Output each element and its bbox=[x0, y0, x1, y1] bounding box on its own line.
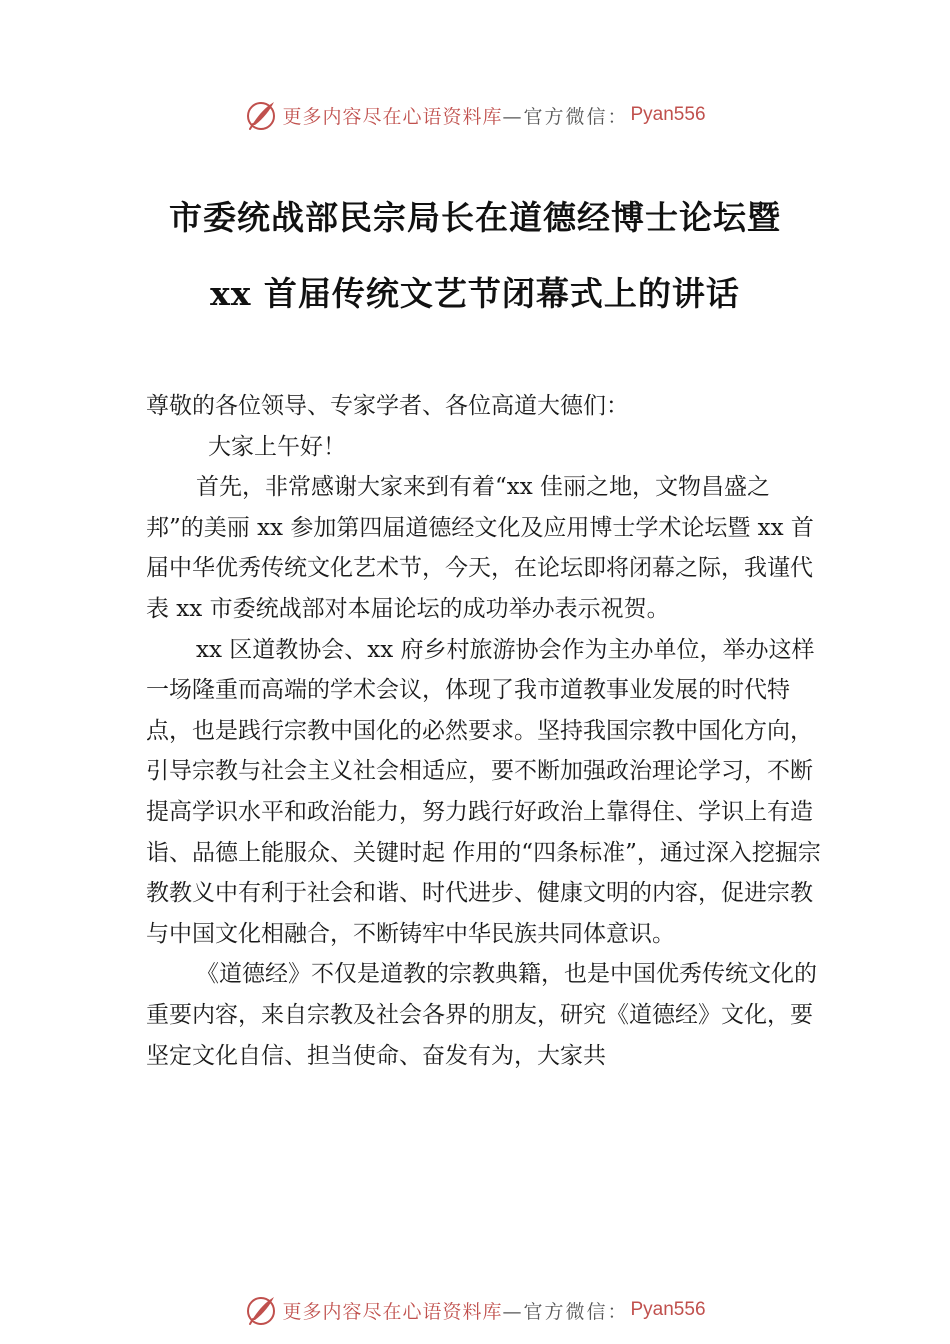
greeting: 大家上午好！ bbox=[208, 433, 346, 460]
quill-pen-seal-icon bbox=[244, 98, 278, 132]
header-banner bbox=[0, 95, 950, 135]
wechat-id: Pyan556 bbox=[630, 1299, 706, 1320]
speech-body bbox=[146, 386, 826, 1076]
library-name: 更多内容尽在心语资料库 bbox=[282, 105, 503, 128]
footer-banner bbox=[0, 1290, 950, 1330]
wechat-label: —官方微信： bbox=[502, 1300, 629, 1323]
paragraph-3: 《道德经》不仅是道教的宗教典籍，也是中国优秀传统文化的重要内容，来自宗教及社会各界的朋友，研究《道德经》文化，要坚定文化自信、担当使命、奋发有为，大家共 bbox=[146, 961, 817, 1069]
quill-pen-seal-icon bbox=[244, 1293, 278, 1327]
document-title-line-2: xx 首届传统文艺节闭幕式上的讲话 bbox=[210, 274, 740, 313]
wechat-id: Pyan556 bbox=[630, 104, 706, 125]
paragraph-2: xx 区道教协会、xx 府乡村旅游协会作为主办单位，举办这样一场隆重而高端的学术会议，体现了我市道教事业发展的时代特点，也是践行宗教中国化的必然要求。坚持我国宗教中国化方向，引导宗教与社会主义社会相适应，要不断加强政治理论学习，不断提高学识水平和政治能力，努力践行好政治上靠得住、学识上有造诣、品德上能服众、关键时起 作用的“四条标准”，通过深入挖掘宗教教义中有利于社会和谐、时代进步、健康文明的内容，促进宗教与中国文化相融合，不断铸牢中华民族共同体意识。 bbox=[146, 636, 821, 947]
paragraph-1: 首先，非常感谢大家来到有着“xx 佳丽之地，文物昌盛之邦”的美丽 xx 参加第四届道德经文化及应用博士学术论坛暨 xx 首届中华优秀传统文化艺术节，今天，在论坛即将闭幕之际，我谨代表 xx 市委统战部对本届论坛的成功举办表示祝贺。 bbox=[146, 474, 814, 622]
document-title-line-1: 市委统战部民宗局长在道德经博士论坛暨 bbox=[169, 198, 781, 237]
library-name: 更多内容尽在心语资料库 bbox=[282, 1300, 503, 1323]
salutation: 尊敬的各位领导、专家学者、各位高道大德们： bbox=[146, 393, 629, 419]
wechat-label: —官方微信： bbox=[502, 105, 629, 128]
